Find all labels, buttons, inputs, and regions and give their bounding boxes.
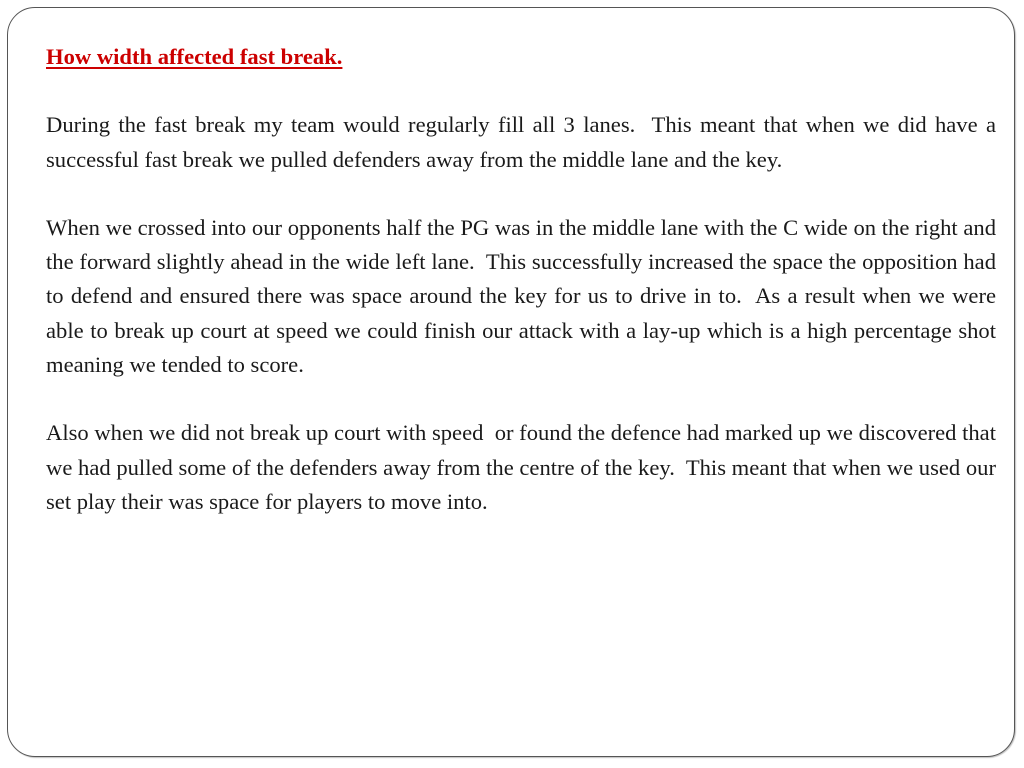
slide-title: How width affected fast break. [46, 44, 343, 69]
slide-frame [7, 7, 1015, 757]
paragraph-set-play: Also when we did not break up court with speed or found the defence had marked up we discovered that we had pulled some of the defenders away from the centre of the key. This meant that when we used our set play their was space for players to move into. [46, 420, 1002, 514]
paragraph-crossing-half: When we crossed into our opponents half the PG was in the middle lane with the C wide on the right and the forward slightly ahead in the wide left lane. This successfully increased the space the opposition had to defend and ensured there was space around the key for us to drive in to. As a result when we were able to break up court at speed we could finish our attack with a lay-up which is a high percentage shot meaning we tended to score. [46, 214, 1002, 378]
paragraph-fill-lanes: During the fast break my team would regularly fill all 3 lanes. This meant that when we did have a successful fast break we pulled defenders away from the middle lane and the key. [46, 112, 1002, 172]
slide-content [46, 40, 1002, 553]
